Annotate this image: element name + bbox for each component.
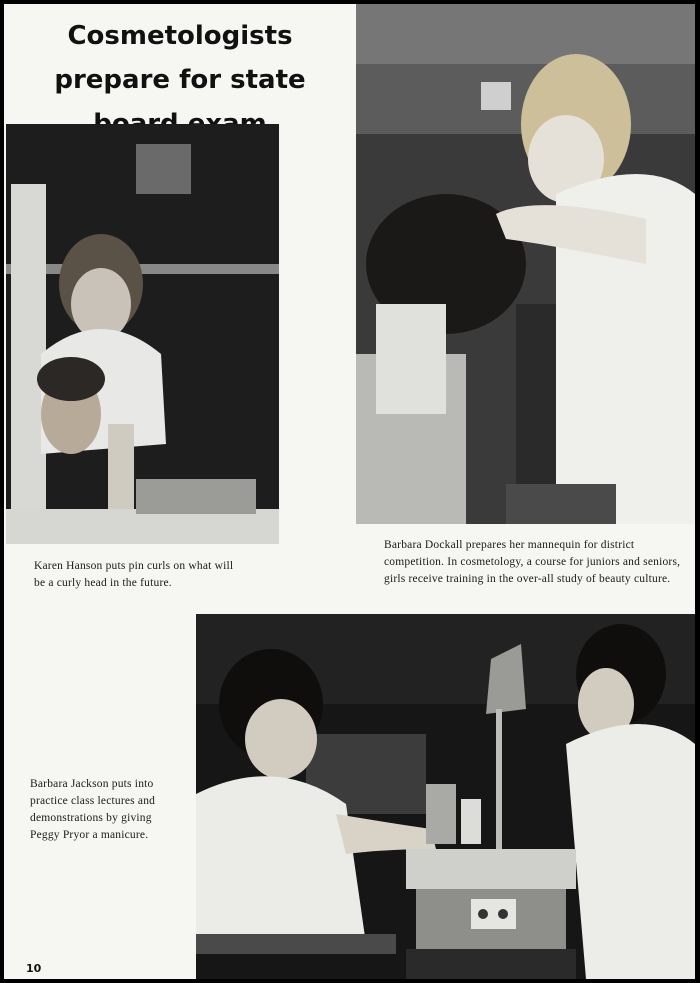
caption-karen-hanson: Karen Hanson puts pin curls on what will be a curly head in the future. bbox=[34, 560, 234, 589]
yearbook-page bbox=[4, 4, 695, 979]
photo-barbara-jackson bbox=[196, 614, 695, 979]
caption-barbara-jackson: Barbara Jackson puts into practice class lectures and demonstrations by giving Peggy Pryor a manicure. bbox=[30, 778, 156, 841]
photo-karen-hanson-image bbox=[6, 124, 279, 544]
page-headline: Cosmetologists prepare for state bbox=[54, 21, 306, 95]
photo-barbara-dockall bbox=[356, 4, 695, 524]
caption-barbara-dockall: Barbara Dockall prepares her mannequin for district competition. In cosmetology, a course for juniors and seniors, girls receive training in the over-all study of beauty culture. bbox=[384, 539, 681, 585]
photo-barbara-jackson-image bbox=[196, 614, 695, 979]
page-number: 10 bbox=[26, 962, 42, 975]
photo-karen-hanson bbox=[6, 124, 279, 544]
photo-barbara-dockall-image bbox=[356, 4, 695, 524]
